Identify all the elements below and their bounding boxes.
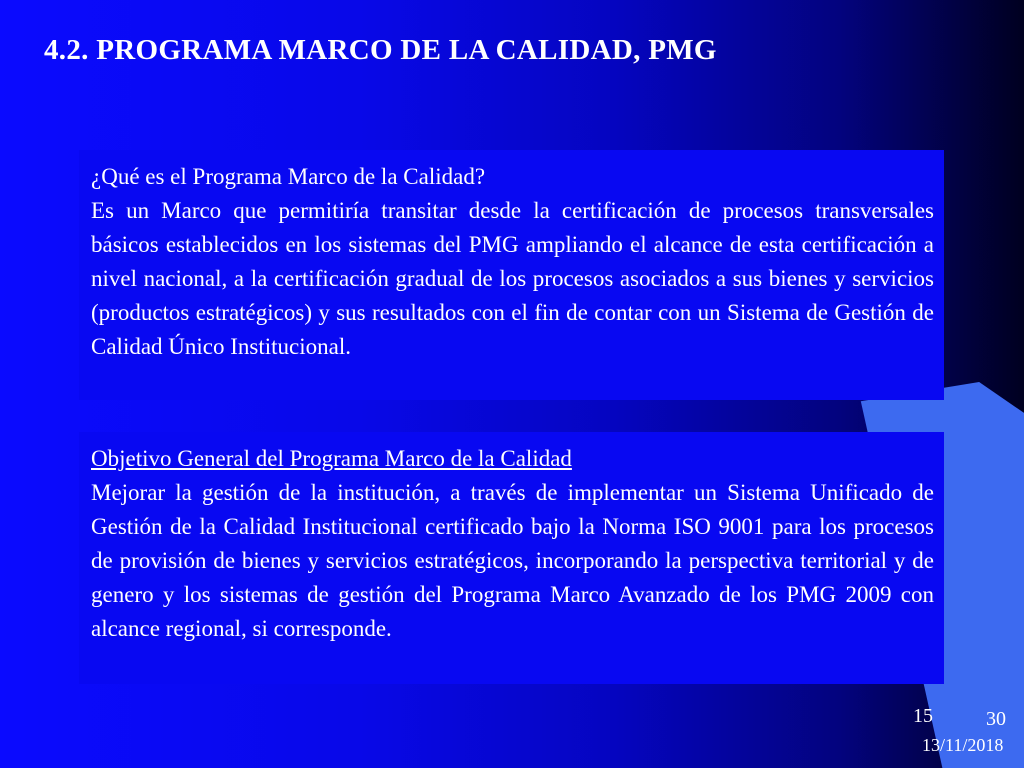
- slide-title: 4.2. PROGRAMA MARCO DE LA CALIDAD, PMG: [44, 34, 717, 66]
- page-number-right: 30: [986, 708, 1006, 730]
- definition-text-box: [79, 150, 944, 400]
- definition-heading: ¿Qué es el Programa Marco de la Calidad?: [91, 164, 486, 189]
- page-number-left: 15: [913, 705, 933, 727]
- objective-body: Mejorar la gestión de la institución, a través de implementar un Sistema Unificado de Gestión de la Calidad Institucional certificado bajo la Norma ISO 9001 para los procesos de provisión de bienes y servicios estratégicos, incorporando la perspectiva territorial y de genero y los sistemas de gestión del Programa Marco Avanzado de los PMG 2009 con alcance regional, si corresponde.: [91, 480, 934, 641]
- objective-text-box: [79, 432, 944, 684]
- definition-body: Es un Marco que permitiría transitar desde la certificación de procesos transversales básicos establecidos en los sistemas del PMG ampliando el alcance de esta certificación a nivel nacional, a la certificación gradual de los procesos asociados a sus bienes y servicios (productos estratégicos) y sus resultados con el fin de contar con un Sistema de Gestión de Calidad Único Institucional.: [91, 198, 934, 359]
- objective-heading: Objetivo General del Programa Marco de la Calidad: [91, 446, 572, 471]
- slide-date: 13/11/2018: [922, 735, 1004, 755]
